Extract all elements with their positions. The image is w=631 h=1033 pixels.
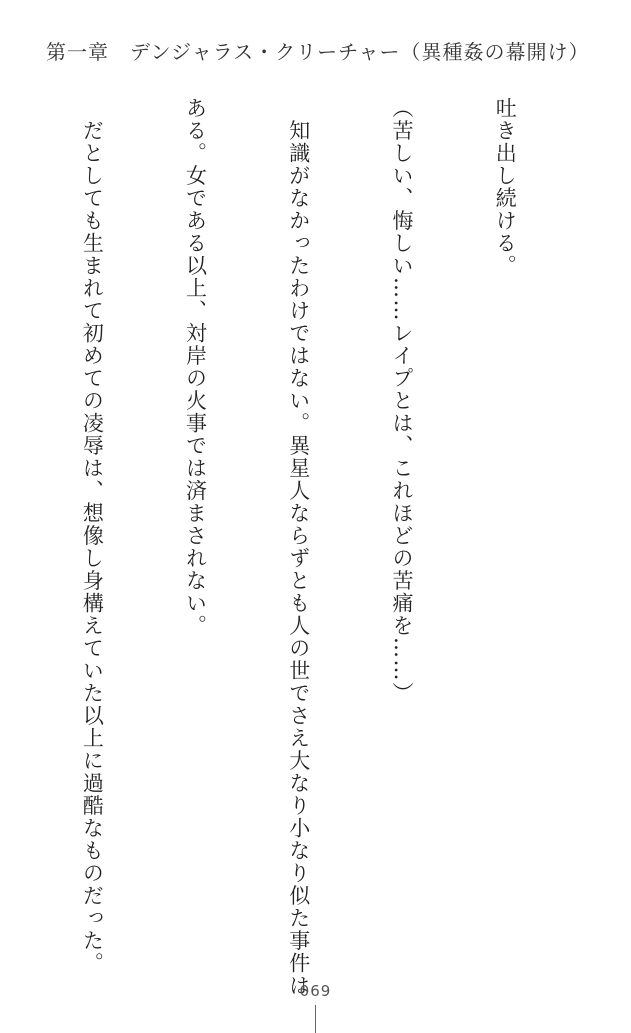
chapter-running-header: 第一章 デンジャラス・クリーチャー（異種姦の幕開け） [46, 40, 590, 64]
text-line: （苦しい、悔しい……レイプとは、これほどの苦痛を……） [389, 97, 414, 705]
text-line [0, 97, 6, 977]
text-line: ある。女である以上、対岸の火事では済まされない。 [183, 97, 208, 637]
text-line: だとしても生まれて初めての凌辱は、想像し身構えていた以上に過酷なものだった。 [80, 97, 105, 975]
text-line: 知識がなかったわけではない。異星人ならずとも人の世でさえ大なり小なり似た事件は [286, 97, 311, 997]
text-line: 吐き出し続ける。 [493, 97, 518, 277]
page-number: 069 [299, 982, 332, 1000]
page-number-rule [315, 1005, 316, 1033]
